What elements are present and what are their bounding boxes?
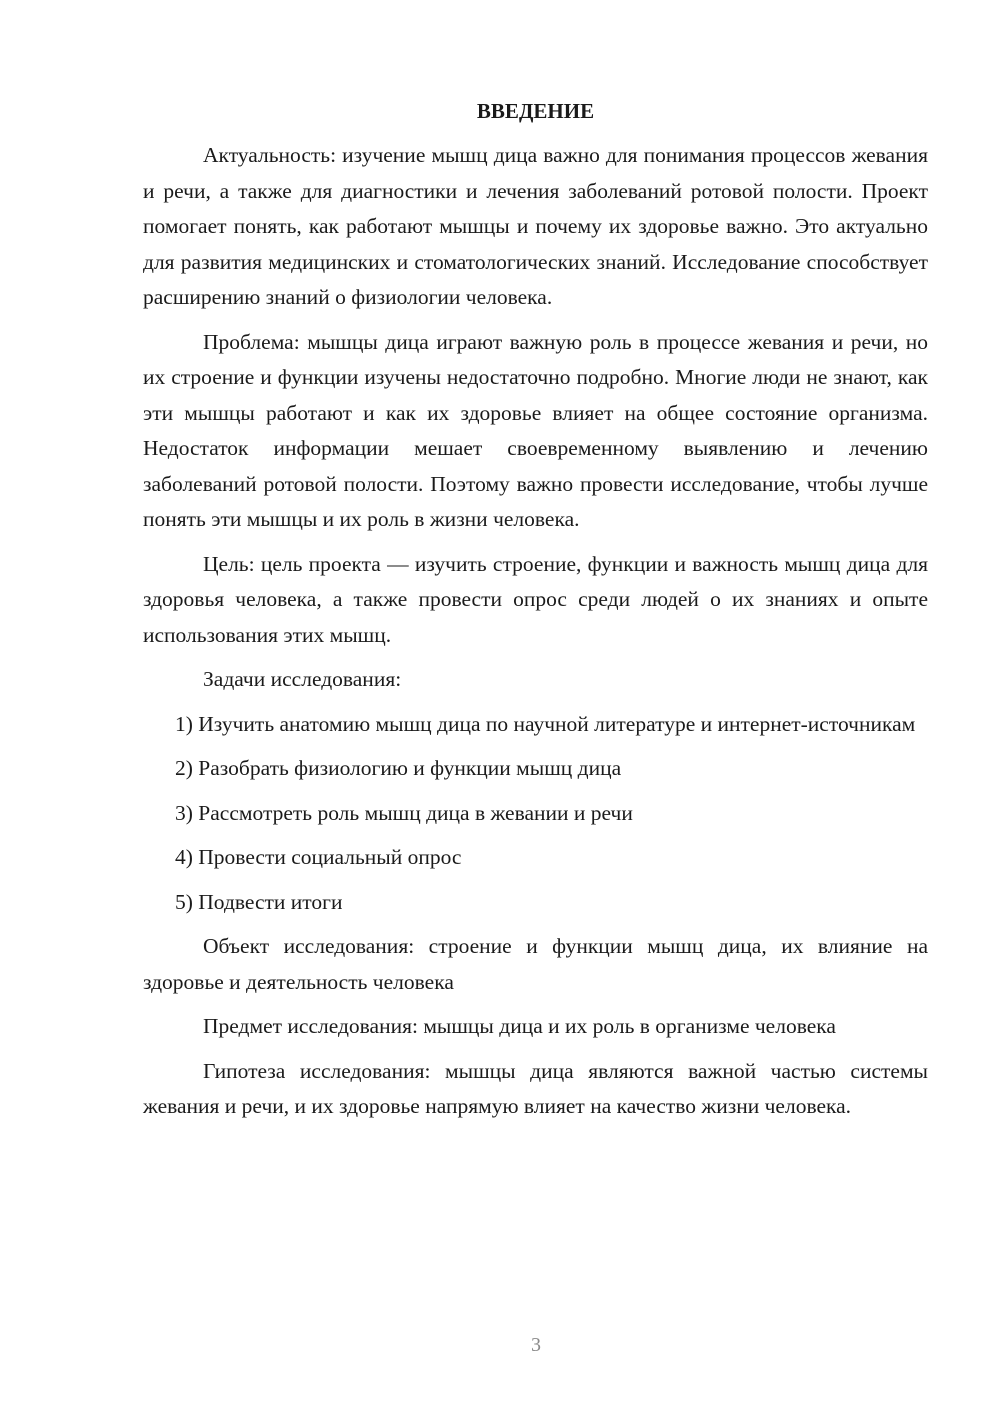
tasks-heading: Задачи исследования: — [203, 667, 402, 691]
page-number: 3 — [531, 1334, 541, 1356]
page-content — [143, 96, 928, 1125]
hypothesis-paragraph: Гипотеза исследования: мышцы дица являются важной частью системы жевания и речи, и их здоровье напрямую влияет на качество жизни человека. — [143, 1058, 928, 1118]
tasks-list — [143, 707, 928, 921]
list-item: 5) Подвести итоги — [175, 889, 343, 914]
list-item: 2) Разобрать физиологию и функции мышц дица — [175, 756, 622, 780]
subject-paragraph: Предмет исследования: мышцы дица и их роль в организме человека — [203, 1014, 836, 1038]
relevance-paragraph: Актуальность: изучение мышц дица важно для понимания процессов жевания и речи, а также для диагностики и лечения заболеваний ротовой полости. Проект помогает понять, как работают мышцы и почему их здоровье важно. Это актуально для развития медицинских и стоматологических знаний. Исследование способствует расширению знаний о физиологии человека. — [143, 143, 928, 309]
list-item: 3) Рассмотреть роль мышц дица в жевании и речи — [175, 800, 633, 825]
object-paragraph: Объект исследования: строение и функции мышц дица, их влияние на здоровье и деятельность человека — [143, 934, 928, 994]
section-title: ВВЕДЕНИЕ — [476, 99, 595, 123]
problem-paragraph: Проблема: мышцы дица играют важную роль в процессе жевания и речи, но их строение и функции изучены недостаточно подробно. Многие люди не знают, как эти мышцы работают и как их здоровье влияет на общее состояние организма. Недостаток информации мешает своевременному выявлению и лечению заболеваний ротовой полости. Поэтому важно провести исследование, чтобы лучше понять эти мышцы и их роль в жизни человека. — [143, 329, 928, 531]
list-item: 1) Изучить анатомию мышц дица по научной литературе и интернет-источникам — [175, 711, 916, 736]
list-item: 4) Провести социальный опрос — [175, 845, 462, 869]
goal-paragraph: Цель: цель проекта — изучить строение, функции и важность мышц дица для здоровья человека, а также провести опрос среди людей о их знаниях и опыте использования этих мышц. — [143, 551, 928, 647]
